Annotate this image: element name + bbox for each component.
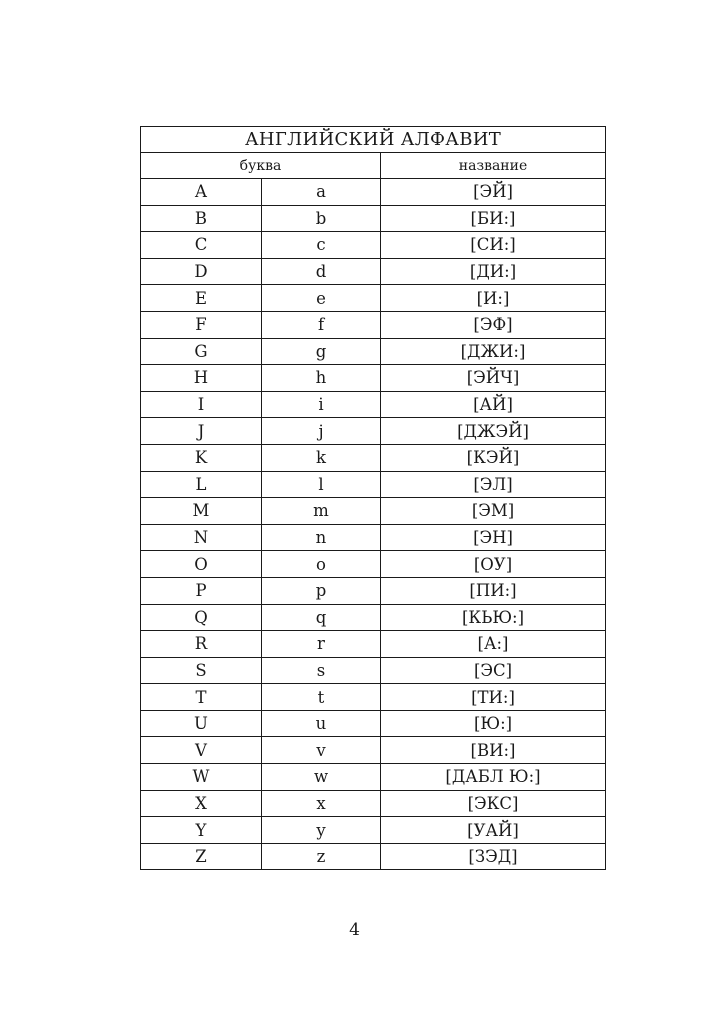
table-row bbox=[141, 418, 606, 445]
lowercase-letter-cell: n bbox=[262, 524, 381, 551]
uppercase-letter-cell: G bbox=[141, 338, 262, 365]
uppercase-letter-cell: L bbox=[141, 471, 262, 498]
letter-name-cell: [ТИ:] bbox=[381, 684, 606, 711]
table-body bbox=[141, 179, 606, 870]
table-row bbox=[141, 498, 606, 525]
table-row bbox=[141, 285, 606, 312]
letter-name-cell: [ЭФ] bbox=[381, 311, 606, 338]
uppercase-letter-cell: S bbox=[141, 657, 262, 684]
uppercase-letter-cell: H bbox=[141, 365, 262, 392]
header-name: название bbox=[381, 153, 606, 179]
letter-name-cell: [ЭС] bbox=[381, 657, 606, 684]
table-row bbox=[141, 631, 606, 658]
letter-name-cell: [Ю:] bbox=[381, 710, 606, 737]
lowercase-letter-cell: e bbox=[262, 285, 381, 312]
table-row bbox=[141, 710, 606, 737]
uppercase-letter-cell: C bbox=[141, 232, 262, 259]
uppercase-letter-cell: P bbox=[141, 577, 262, 604]
table-row bbox=[141, 817, 606, 844]
table-row bbox=[141, 365, 606, 392]
lowercase-letter-cell: a bbox=[262, 179, 381, 206]
lowercase-letter-cell: y bbox=[262, 817, 381, 844]
lowercase-letter-cell: z bbox=[262, 843, 381, 870]
lowercase-letter-cell: i bbox=[262, 391, 381, 418]
table-row bbox=[141, 684, 606, 711]
letter-name-cell: [ПИ:] bbox=[381, 577, 606, 604]
uppercase-letter-cell: J bbox=[141, 418, 262, 445]
lowercase-letter-cell: c bbox=[262, 232, 381, 259]
lowercase-letter-cell: t bbox=[262, 684, 381, 711]
uppercase-letter-cell: F bbox=[141, 311, 262, 338]
header-letter: буква bbox=[141, 153, 381, 179]
lowercase-letter-cell: b bbox=[262, 205, 381, 232]
letter-name-cell: [КЬЮ:] bbox=[381, 604, 606, 631]
table-row bbox=[141, 444, 606, 471]
table-row bbox=[141, 843, 606, 870]
lowercase-letter-cell: j bbox=[262, 418, 381, 445]
lowercase-letter-cell: o bbox=[262, 551, 381, 578]
lowercase-letter-cell: q bbox=[262, 604, 381, 631]
table-row bbox=[141, 790, 606, 817]
letter-name-cell: [И:] bbox=[381, 285, 606, 312]
uppercase-letter-cell: Y bbox=[141, 817, 262, 844]
lowercase-letter-cell: s bbox=[262, 657, 381, 684]
uppercase-letter-cell: M bbox=[141, 498, 262, 525]
lowercase-letter-cell: r bbox=[262, 631, 381, 658]
table-row bbox=[141, 232, 606, 259]
uppercase-letter-cell: I bbox=[141, 391, 262, 418]
lowercase-letter-cell: d bbox=[262, 258, 381, 285]
letter-name-cell: [БИ:] bbox=[381, 205, 606, 232]
uppercase-letter-cell: X bbox=[141, 790, 262, 817]
letter-name-cell: [ЭЙЧ] bbox=[381, 365, 606, 392]
table-row bbox=[141, 205, 606, 232]
lowercase-letter-cell: x bbox=[262, 790, 381, 817]
uppercase-letter-cell: A bbox=[141, 179, 262, 206]
letter-name-cell: [ЭН] bbox=[381, 524, 606, 551]
letter-name-cell: [ЗЭД] bbox=[381, 843, 606, 870]
english-alphabet-table bbox=[140, 126, 606, 870]
letter-name-cell: [ЭЙ] bbox=[381, 179, 606, 206]
uppercase-letter-cell: N bbox=[141, 524, 262, 551]
letter-name-cell: [ЭМ] bbox=[381, 498, 606, 525]
page-number: 4 bbox=[349, 920, 360, 940]
letter-name-cell: [ДИ:] bbox=[381, 258, 606, 285]
uppercase-letter-cell: O bbox=[141, 551, 262, 578]
letter-name-cell: [ВИ:] bbox=[381, 737, 606, 764]
lowercase-letter-cell: k bbox=[262, 444, 381, 471]
table-header-row bbox=[141, 153, 606, 179]
lowercase-letter-cell: f bbox=[262, 311, 381, 338]
letter-name-cell: [КЭЙ] bbox=[381, 444, 606, 471]
lowercase-letter-cell: u bbox=[262, 710, 381, 737]
lowercase-letter-cell: v bbox=[262, 737, 381, 764]
table-row bbox=[141, 524, 606, 551]
uppercase-letter-cell: K bbox=[141, 444, 262, 471]
letter-name-cell: [АЙ] bbox=[381, 391, 606, 418]
table-title-row bbox=[141, 127, 606, 153]
uppercase-letter-cell: W bbox=[141, 764, 262, 791]
letter-name-cell: [А:] bbox=[381, 631, 606, 658]
table-row bbox=[141, 311, 606, 338]
table-row bbox=[141, 764, 606, 791]
letter-name-cell: [СИ:] bbox=[381, 232, 606, 259]
table-row bbox=[141, 179, 606, 206]
lowercase-letter-cell: p bbox=[262, 577, 381, 604]
table-row bbox=[141, 471, 606, 498]
table-row bbox=[141, 657, 606, 684]
uppercase-letter-cell: Z bbox=[141, 843, 262, 870]
table-row bbox=[141, 258, 606, 285]
letter-name-cell: [ЭКС] bbox=[381, 790, 606, 817]
uppercase-letter-cell: B bbox=[141, 205, 262, 232]
uppercase-letter-cell: V bbox=[141, 737, 262, 764]
uppercase-letter-cell: U bbox=[141, 710, 262, 737]
lowercase-letter-cell: m bbox=[262, 498, 381, 525]
table-row bbox=[141, 391, 606, 418]
letter-name-cell: [ДЖЭЙ] bbox=[381, 418, 606, 445]
uppercase-letter-cell: D bbox=[141, 258, 262, 285]
uppercase-letter-cell: E bbox=[141, 285, 262, 312]
letter-name-cell: [ДАБЛ Ю:] bbox=[381, 764, 606, 791]
table-row bbox=[141, 577, 606, 604]
table-row bbox=[141, 604, 606, 631]
table-row bbox=[141, 338, 606, 365]
letter-name-cell: [УАЙ] bbox=[381, 817, 606, 844]
lowercase-letter-cell: g bbox=[262, 338, 381, 365]
lowercase-letter-cell: h bbox=[262, 365, 381, 392]
uppercase-letter-cell: Q bbox=[141, 604, 262, 631]
lowercase-letter-cell: l bbox=[262, 471, 381, 498]
uppercase-letter-cell: R bbox=[141, 631, 262, 658]
table-row bbox=[141, 737, 606, 764]
uppercase-letter-cell: T bbox=[141, 684, 262, 711]
table-title: АНГЛИЙСКИЙ АЛФАВИТ bbox=[141, 127, 606, 153]
table-row bbox=[141, 551, 606, 578]
lowercase-letter-cell: w bbox=[262, 764, 381, 791]
letter-name-cell: [ОУ] bbox=[381, 551, 606, 578]
letter-name-cell: [ДЖИ:] bbox=[381, 338, 606, 365]
letter-name-cell: [ЭЛ] bbox=[381, 471, 606, 498]
